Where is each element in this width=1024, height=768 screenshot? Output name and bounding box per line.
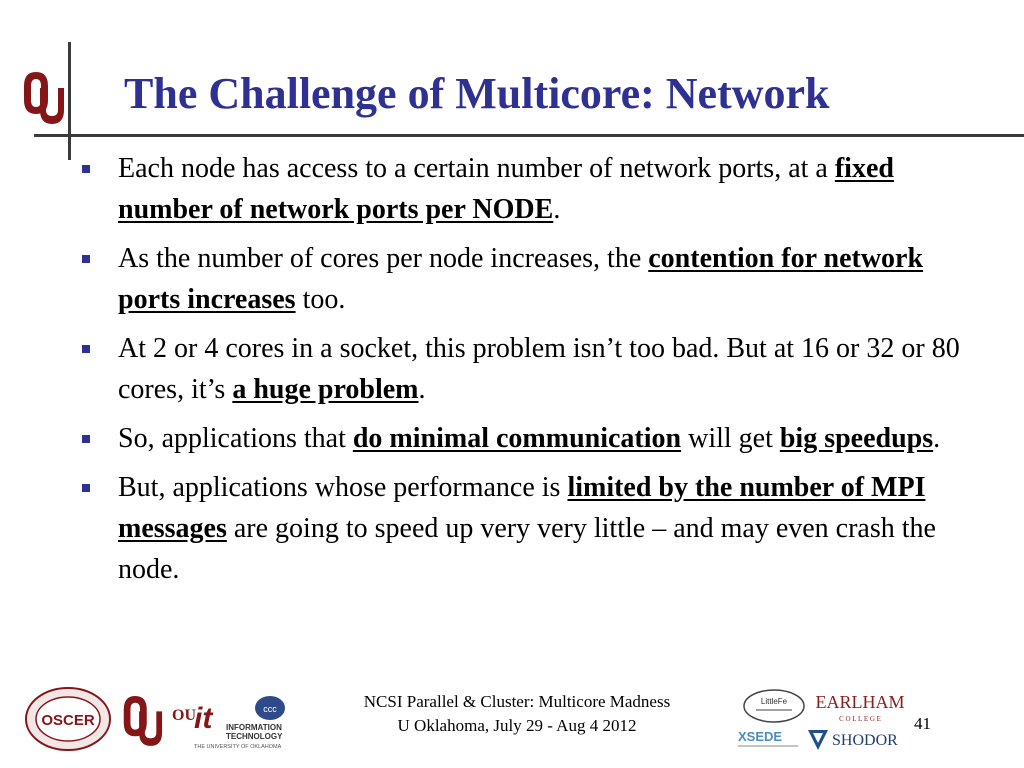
shodor-logo-text: SHODOR — [832, 732, 898, 749]
footer-text — [322, 690, 712, 738]
bullet-text: Each node has access to a certain number of network ports, at a — [118, 153, 835, 184]
bullet-square-icon — [82, 435, 90, 443]
ou-footer-logo — [118, 690, 164, 750]
xsede-logo — [736, 726, 806, 752]
bullet-list — [80, 148, 960, 598]
earlham-logo-text: EARLHAM — [815, 692, 905, 712]
bullet-emphasis: contention for network ports increases — [118, 243, 924, 315]
header-vertical-rule — [68, 42, 71, 160]
bullet-text: . — [553, 194, 561, 225]
bullet-text: . — [933, 423, 941, 454]
header-horizontal-rule — [34, 134, 1024, 137]
bullet-square-icon — [82, 484, 90, 492]
bullet-text: As the number of cores per node increases, the — [118, 243, 649, 274]
bullet-emphasis: big speedups — [779, 423, 934, 454]
it-logo-line2: TECHNOLOGY — [226, 732, 283, 741]
bullet-text: But, applications whose performance is — [118, 472, 568, 503]
bullet-square-icon — [82, 165, 90, 173]
bullet-text: too. — [295, 284, 346, 315]
bullet-text: will get — [681, 423, 780, 454]
xsede-logo-text: XSEDE — [738, 729, 783, 744]
littlefe-logo — [742, 688, 806, 724]
footer-line-2: U Oklahoma, July 29 - Aug 4 2012 — [397, 716, 637, 735]
bullet-text: . — [418, 374, 426, 405]
bullet-item — [80, 148, 960, 230]
svg-text:ccc: ccc — [263, 704, 277, 714]
bullet-emphasis: fixed number of network ports per NODE — [118, 153, 894, 225]
footer-line-1: NCSI Parallel & Cluster: Multicore Madness — [363, 692, 671, 711]
earlham-logo-subtext: C O L L E G E — [839, 715, 881, 723]
information-technology-logo — [170, 692, 288, 750]
bullet-emphasis: limited by the number of MPI messages — [118, 472, 926, 544]
bullet-item — [80, 467, 960, 590]
littlefe-logo-text: LittleFe — [760, 697, 788, 706]
bullet-square-icon — [82, 255, 90, 263]
bullet-emphasis: a huge problem — [232, 374, 419, 405]
bullet-text: At 2 or 4 cores in a socket, this problem isn’t too bad. But at 16 or 32 or 80 cores, it’s — [118, 333, 960, 405]
bullet-item — [80, 238, 960, 320]
bullet-emphasis: do minimal communication — [352, 423, 682, 454]
slide-title: The Challenge of Multicore: Network — [124, 69, 830, 118]
bullet-text: are going to speed up very very little – and may even crash the node. — [118, 513, 936, 585]
earlham-college-logo — [812, 690, 908, 726]
oscer-logo-text: OSCER — [41, 712, 95, 729]
oscer-logo — [24, 686, 112, 752]
bullet-square-icon — [82, 345, 90, 353]
ou-logo — [18, 66, 66, 128]
it-logo-line1: INFORMATION — [226, 723, 282, 732]
svg-text:OU: OU — [172, 707, 196, 724]
bullet-item — [80, 328, 960, 410]
it-logo-line3: THE UNIVERSITY OF OKLAHOMA — [194, 744, 282, 750]
bullet-text: So, applications that — [118, 423, 353, 454]
page-number: 41 — [914, 714, 931, 733]
svg-text:it: it — [194, 702, 213, 735]
bullet-item — [80, 418, 960, 459]
shodor-logo — [806, 726, 910, 752]
